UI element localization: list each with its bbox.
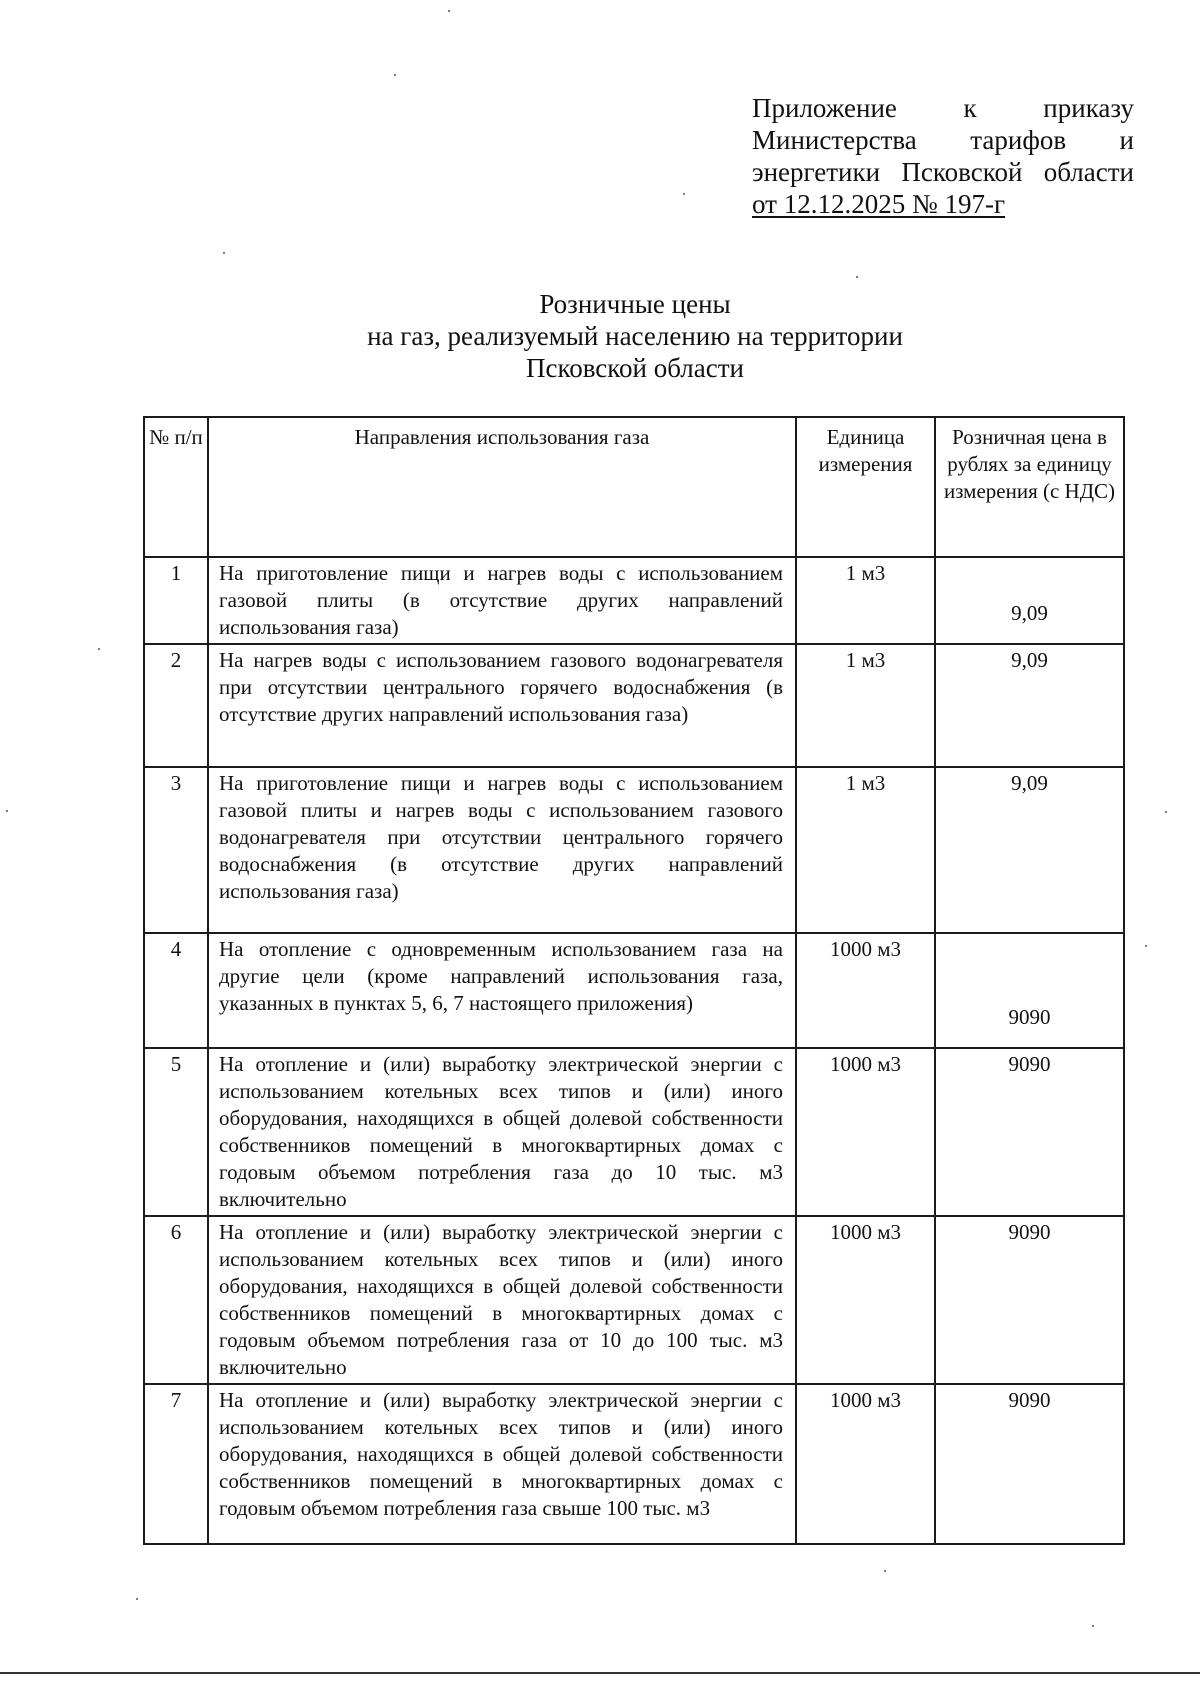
row-direction: На приготовление пищи и нагрев воды с использованием газовой плиты (в отсутствие других направлений использования газа)	[208, 557, 796, 644]
appendix-line-2: Министерства тарифов и	[752, 125, 1134, 155]
table-header-row	[144, 417, 1124, 557]
row-direction: На приготовление пищи и нагрев воды с использованием газовой плиты и нагрев воды с использованием газового водонагревателя при отсутствии центрального горячего водоснабжения (в отсутствие других направлений использования газа)	[208, 767, 796, 933]
row-unit: 1000 м3	[796, 1384, 935, 1544]
scan-speck	[683, 193, 685, 195]
header-unit: Единица измерения	[796, 417, 935, 557]
row-number: 4	[144, 933, 208, 1048]
row-number: 3	[144, 767, 208, 933]
table-row	[144, 1048, 1124, 1216]
row-direction: На отопление и (или) выработку электрической энергии с использованием котельных всех типов и (или) иного оборудования, находящихся в общей долевой собственности собственников помещений в многоквартирных домах с годовым объемом потребления газа от 10 до 100 тыс. м3 включительно	[208, 1216, 796, 1384]
row-price: 9,09	[935, 557, 1124, 644]
scan-speck	[448, 10, 450, 12]
row-price: 9,09	[935, 644, 1124, 767]
appendix-header	[752, 92, 1134, 220]
title-line-2: на газ, реализуемый населению на территории	[367, 321, 903, 351]
header-num: № п/п	[144, 417, 208, 557]
table-row	[144, 1216, 1124, 1384]
scan-bottom-edge	[0, 1672, 1200, 1674]
price-table	[143, 416, 1125, 1545]
row-price: 9090	[935, 1048, 1124, 1216]
row-direction: На нагрев воды с использованием газового водонагревателя при отсутствии центрального горячего водоснабжения (в отсутствие других направлений использования газа)	[208, 644, 796, 767]
row-price: 9,09	[935, 767, 1124, 933]
row-direction: На отопление и (или) выработку электрической энергии с использованием котельных всех типов и (или) иного оборудования, находящихся в общей долевой собственности собственников помещений в многоквартирных домах с годовым объемом потребления газа до 10 тыс. м3 включительно	[208, 1048, 796, 1216]
scan-speck	[1092, 1625, 1094, 1627]
row-unit: 1 м3	[796, 767, 935, 933]
row-price: 9090	[935, 1384, 1124, 1544]
scan-speck	[136, 1598, 138, 1600]
scan-speck	[6, 810, 8, 812]
document-title	[0, 288, 1200, 384]
title-line-1: Розничные цены	[539, 289, 731, 319]
row-number: 2	[144, 644, 208, 767]
scan-speck	[856, 276, 858, 278]
row-number: 6	[144, 1216, 208, 1384]
row-unit: 1000 м3	[796, 1216, 935, 1384]
title-line-3: Псковской области	[525, 353, 744, 383]
table-row	[144, 557, 1124, 644]
row-unit: 1000 м3	[796, 1048, 935, 1216]
row-price: 9090	[935, 1216, 1124, 1384]
header-price: Розничная цена в рублях за единицу измерения (с НДС)	[935, 417, 1124, 557]
scan-speck	[1165, 811, 1167, 813]
order-reference: от 12.12.2025 № 197-г	[752, 189, 1006, 219]
row-direction: На отопление и (или) выработку электрической энергии с использованием котельных всех типов и (или) иного оборудования, находящихся в общей долевой собственности собственников помещений в многоквартирных домах с годовым объемом потребления газа свыше 100 тыс. м3	[208, 1384, 796, 1544]
header-direction: Направления использования газа	[208, 417, 796, 557]
row-number: 7	[144, 1384, 208, 1544]
row-unit: 1 м3	[796, 557, 935, 644]
table-row	[144, 644, 1124, 767]
appendix-line-3: энергетики Псковской области	[752, 157, 1134, 187]
row-price: 9090	[935, 933, 1124, 1048]
scan-speck	[1145, 945, 1147, 947]
row-number: 5	[144, 1048, 208, 1216]
row-number: 1	[144, 557, 208, 644]
appendix-line-1: Приложение к приказу	[752, 93, 1134, 123]
scan-speck	[98, 648, 100, 650]
scan-speck	[884, 1570, 886, 1572]
table-row	[144, 933, 1124, 1048]
row-unit: 1000 м3	[796, 933, 935, 1048]
table-row	[144, 1384, 1124, 1544]
scan-speck	[223, 252, 225, 254]
table-row	[144, 767, 1124, 933]
scan-speck	[394, 74, 396, 76]
row-direction: На отопление с одновременным использованием газа на другие цели (кроме направлений использования газа, указанных в пунктах 5, 6, 7 настоящего приложения)	[208, 933, 796, 1048]
row-unit: 1 м3	[796, 644, 935, 767]
